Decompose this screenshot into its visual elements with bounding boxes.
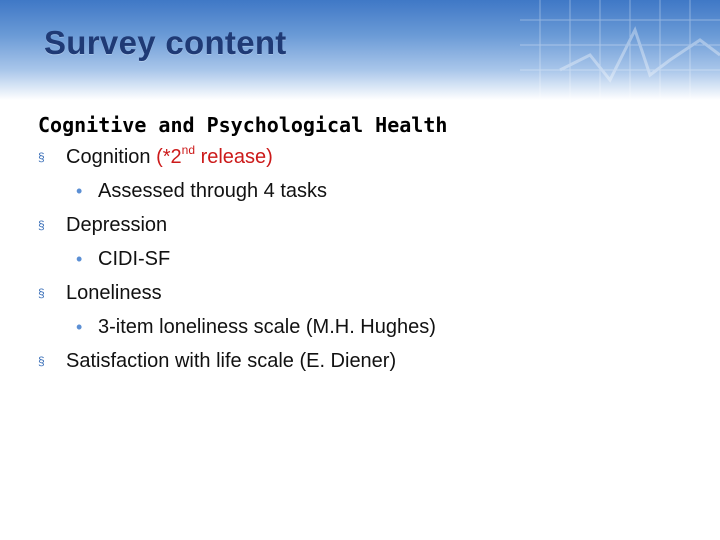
release-note-prefix: (*2 <box>156 146 182 168</box>
dot-bullet-icon: • <box>76 181 83 201</box>
sub-item-cognition <box>38 174 698 208</box>
square-bullet-icon: § <box>38 218 45 232</box>
release-note <box>156 143 273 168</box>
square-bullet-icon: § <box>38 286 45 300</box>
item-label: Cognition <box>66 146 151 168</box>
dot-bullet-icon: • <box>76 317 83 337</box>
item-label: Satisfaction with life scale (E. Diener) <box>66 350 397 372</box>
sub-item-depression <box>38 242 698 276</box>
item-label: Depression <box>66 214 168 236</box>
sub-item-loneliness <box>38 310 698 344</box>
list-item-loneliness <box>38 276 698 310</box>
list-item-cognition <box>38 140 698 174</box>
release-note-suffix: release) <box>195 146 273 168</box>
slide-body <box>38 110 698 378</box>
sub-item-label: CIDI-SF <box>98 248 171 270</box>
dot-bullet-icon: • <box>76 249 83 269</box>
sub-item-label: 3-item loneliness scale (M.H. Hughes) <box>98 316 436 338</box>
section-heading: Cognitive and Psychological Health <box>38 113 448 137</box>
square-bullet-icon: § <box>38 150 45 164</box>
list-item-depression <box>38 208 698 242</box>
square-bullet-icon: § <box>38 354 45 368</box>
slide-title: Survey content <box>44 24 287 61</box>
release-note-sup: nd <box>181 143 196 157</box>
sub-item-label: Assessed through 4 tasks <box>98 180 328 202</box>
item-label: Loneliness <box>66 282 162 304</box>
list-item-satisfaction <box>38 344 698 378</box>
